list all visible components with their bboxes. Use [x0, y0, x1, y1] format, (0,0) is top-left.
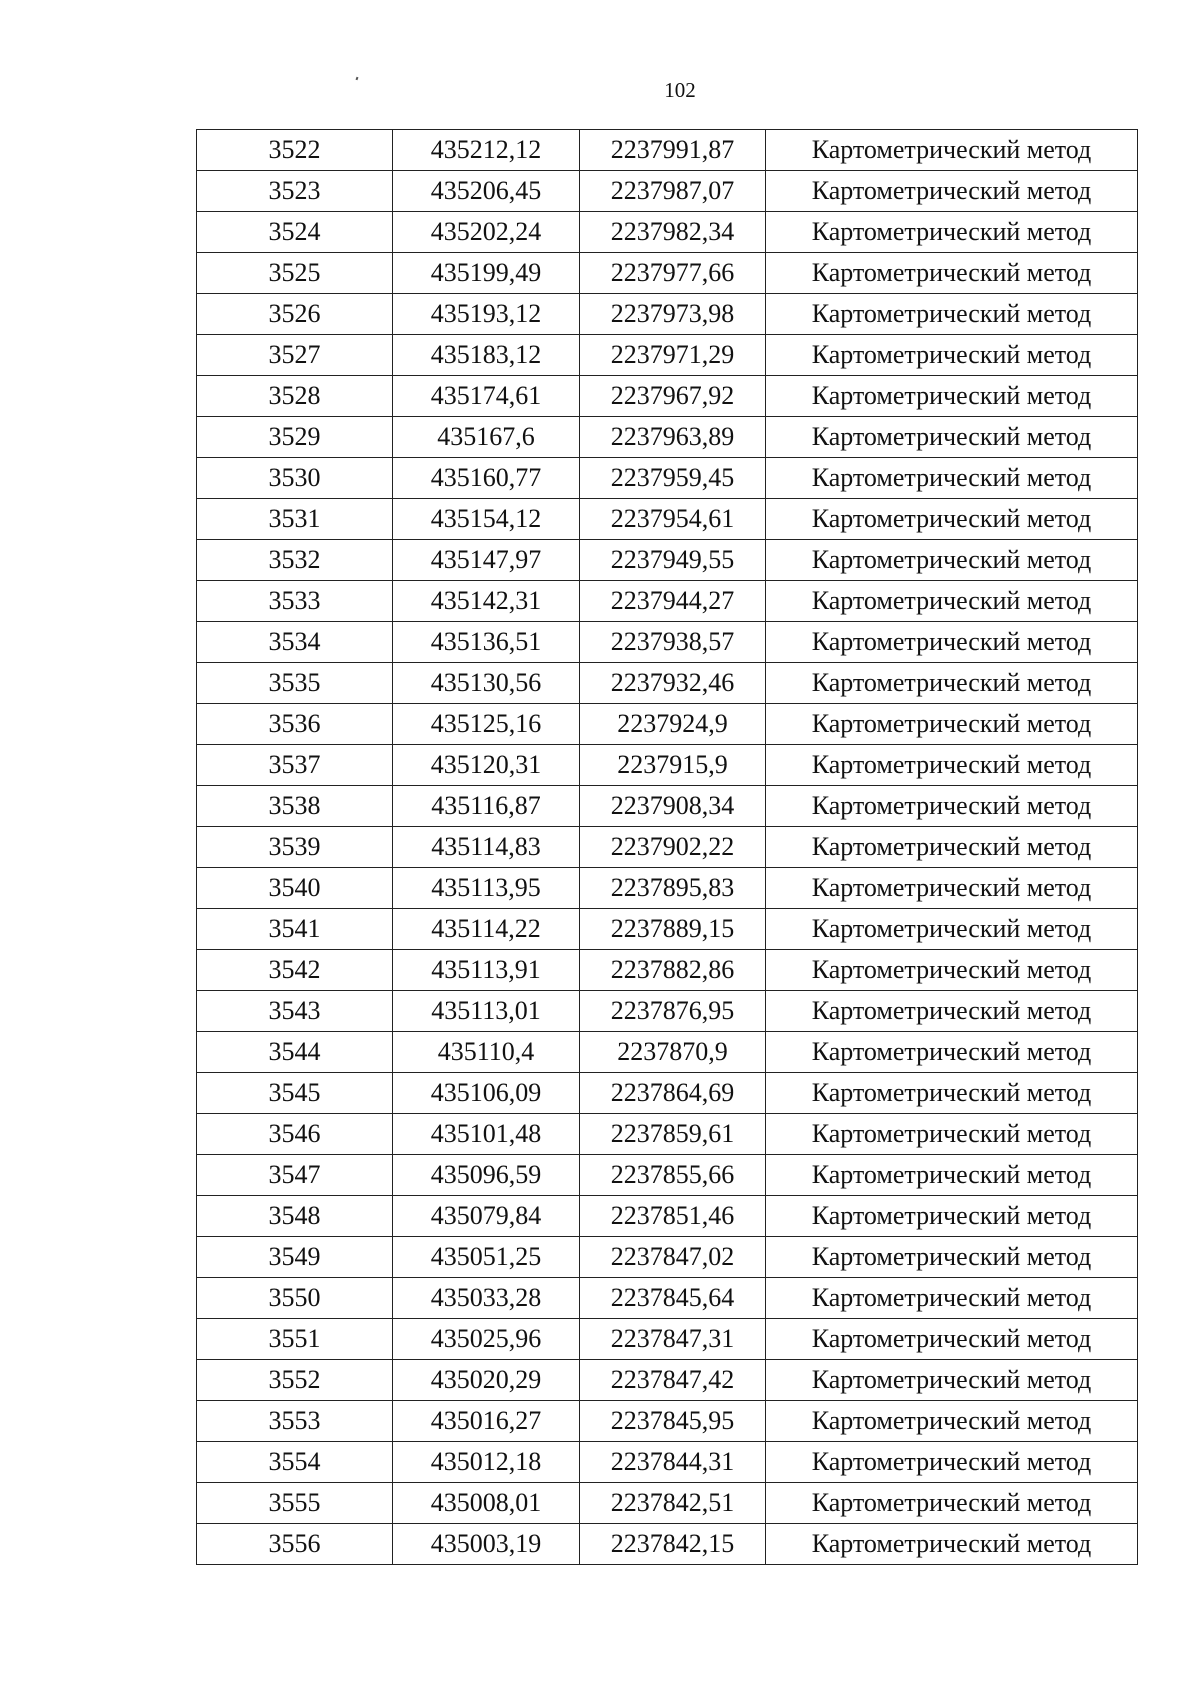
y-coordinate-cell: 2237902,22	[580, 827, 766, 868]
table-row	[197, 622, 1138, 663]
y-coordinate-cell: 2237915,9	[580, 745, 766, 786]
table-row	[197, 704, 1138, 745]
table-row	[197, 130, 1138, 171]
point-number-cell: 3553	[197, 1401, 393, 1442]
point-number-cell: 3543	[197, 991, 393, 1032]
point-number-cell: 3522	[197, 130, 393, 171]
y-coordinate-cell: 2237882,86	[580, 950, 766, 991]
x-coordinate-cell: 435113,01	[393, 991, 580, 1032]
y-coordinate-cell: 2237982,34	[580, 212, 766, 253]
x-coordinate-cell: 435212,12	[393, 130, 580, 171]
x-coordinate-cell: 435033,28	[393, 1278, 580, 1319]
x-coordinate-cell: 435101,48	[393, 1114, 580, 1155]
method-cell: Картометрический метод	[766, 991, 1138, 1032]
x-coordinate-cell: 435160,77	[393, 458, 580, 499]
x-coordinate-cell: 435116,87	[393, 786, 580, 827]
x-coordinate-cell: 435167,6	[393, 417, 580, 458]
x-coordinate-cell: 435020,29	[393, 1360, 580, 1401]
point-number-cell: 3523	[197, 171, 393, 212]
table-row	[197, 909, 1138, 950]
y-coordinate-cell: 2237876,95	[580, 991, 766, 1032]
method-cell: Картометрический метод	[766, 1360, 1138, 1401]
x-coordinate-cell: 435120,31	[393, 745, 580, 786]
y-coordinate-cell: 2237847,42	[580, 1360, 766, 1401]
point-number-cell: 3528	[197, 376, 393, 417]
x-coordinate-cell: 435206,45	[393, 171, 580, 212]
x-coordinate-cell: 435016,27	[393, 1401, 580, 1442]
x-coordinate-cell: 435142,31	[393, 581, 580, 622]
table-row	[197, 1524, 1138, 1565]
method-cell: Картометрический метод	[766, 581, 1138, 622]
x-coordinate-cell: 435114,22	[393, 909, 580, 950]
y-coordinate-cell: 2237987,07	[580, 171, 766, 212]
y-coordinate-cell: 2237967,92	[580, 376, 766, 417]
point-number-cell: 3524	[197, 212, 393, 253]
point-number-cell: 3537	[197, 745, 393, 786]
x-coordinate-cell: 435154,12	[393, 499, 580, 540]
method-cell: Картометрический метод	[766, 1319, 1138, 1360]
method-cell: Картометрический метод	[766, 171, 1138, 212]
y-coordinate-cell: 2237847,31	[580, 1319, 766, 1360]
x-coordinate-cell: 435025,96	[393, 1319, 580, 1360]
x-coordinate-cell: 435003,19	[393, 1524, 580, 1565]
point-number-cell: 3538	[197, 786, 393, 827]
point-number-cell: 3529	[197, 417, 393, 458]
y-coordinate-cell: 2237924,9	[580, 704, 766, 745]
point-number-cell: 3554	[197, 1442, 393, 1483]
y-coordinate-cell: 2237859,61	[580, 1114, 766, 1155]
x-coordinate-cell: 435125,16	[393, 704, 580, 745]
point-number-cell: 3541	[197, 909, 393, 950]
point-number-cell: 3542	[197, 950, 393, 991]
table-row	[197, 868, 1138, 909]
method-cell: Картометрический метод	[766, 212, 1138, 253]
x-coordinate-cell: 435079,84	[393, 1196, 580, 1237]
table-row	[197, 991, 1138, 1032]
x-coordinate-cell: 435008,01	[393, 1483, 580, 1524]
method-cell: Картометрический метод	[766, 335, 1138, 376]
table-row	[197, 745, 1138, 786]
point-number-cell: 3546	[197, 1114, 393, 1155]
y-coordinate-cell: 2237977,66	[580, 253, 766, 294]
table-row	[197, 1237, 1138, 1278]
method-cell: Картометрический метод	[766, 1442, 1138, 1483]
y-coordinate-cell: 2237963,89	[580, 417, 766, 458]
y-coordinate-cell: 2237844,31	[580, 1442, 766, 1483]
y-coordinate-cell: 2237973,98	[580, 294, 766, 335]
table-row	[197, 786, 1138, 827]
method-cell: Картометрический метод	[766, 950, 1138, 991]
table-row	[197, 212, 1138, 253]
x-coordinate-cell: 435113,91	[393, 950, 580, 991]
table-row	[197, 1401, 1138, 1442]
table-row	[197, 950, 1138, 991]
x-coordinate-cell: 435136,51	[393, 622, 580, 663]
method-cell: Картометрический метод	[766, 499, 1138, 540]
table-row	[197, 1032, 1138, 1073]
y-coordinate-cell: 2237954,61	[580, 499, 766, 540]
y-coordinate-cell: 2237864,69	[580, 1073, 766, 1114]
point-number-cell: 3526	[197, 294, 393, 335]
point-number-cell: 3540	[197, 868, 393, 909]
y-coordinate-cell: 2237949,55	[580, 540, 766, 581]
method-cell: Картометрический метод	[766, 540, 1138, 581]
method-cell: Картометрический метод	[766, 376, 1138, 417]
x-coordinate-cell: 435012,18	[393, 1442, 580, 1483]
method-cell: Картометрический метод	[766, 458, 1138, 499]
point-number-cell: 3527	[197, 335, 393, 376]
point-number-cell: 3545	[197, 1073, 393, 1114]
table-row	[197, 1483, 1138, 1524]
coordinates-table	[196, 129, 1138, 1565]
point-number-cell: 3556	[197, 1524, 393, 1565]
table-row	[197, 376, 1138, 417]
method-cell: Картометрический метод	[766, 622, 1138, 663]
y-coordinate-cell: 2237842,15	[580, 1524, 766, 1565]
y-coordinate-cell: 2237991,87	[580, 130, 766, 171]
point-number-cell: 3525	[197, 253, 393, 294]
point-number-cell: 3548	[197, 1196, 393, 1237]
method-cell: Картометрический метод	[766, 1401, 1138, 1442]
point-number-cell: 3551	[197, 1319, 393, 1360]
point-number-cell: 3531	[197, 499, 393, 540]
method-cell: Картометрический метод	[766, 868, 1138, 909]
table-row	[197, 663, 1138, 704]
x-coordinate-cell: 435114,83	[393, 827, 580, 868]
table-row	[197, 1319, 1138, 1360]
table-row	[197, 1196, 1138, 1237]
method-cell: Картометрический метод	[766, 253, 1138, 294]
y-coordinate-cell: 2237908,34	[580, 786, 766, 827]
table-row	[197, 335, 1138, 376]
method-cell: Картометрический метод	[766, 909, 1138, 950]
table-row	[197, 1073, 1138, 1114]
y-coordinate-cell: 2237932,46	[580, 663, 766, 704]
table-row	[197, 499, 1138, 540]
method-cell: Картометрический метод	[766, 417, 1138, 458]
method-cell: Картометрический метод	[766, 1483, 1138, 1524]
y-coordinate-cell: 2237959,45	[580, 458, 766, 499]
method-cell: Картометрический метод	[766, 1073, 1138, 1114]
y-coordinate-cell: 2237847,02	[580, 1237, 766, 1278]
y-coordinate-cell: 2237971,29	[580, 335, 766, 376]
x-coordinate-cell: 435147,97	[393, 540, 580, 581]
method-cell: Картометрический метод	[766, 786, 1138, 827]
method-cell: Картометрический метод	[766, 1032, 1138, 1073]
table-row	[197, 540, 1138, 581]
table-row	[197, 1442, 1138, 1483]
x-coordinate-cell: 435193,12	[393, 294, 580, 335]
method-cell: Картометрический метод	[766, 130, 1138, 171]
point-number-cell: 3539	[197, 827, 393, 868]
method-cell: Картометрический метод	[766, 1237, 1138, 1278]
y-coordinate-cell: 2237855,66	[580, 1155, 766, 1196]
point-number-cell: 3530	[197, 458, 393, 499]
table-row	[197, 171, 1138, 212]
table-row	[197, 294, 1138, 335]
coordinates-table-body	[197, 130, 1138, 1565]
method-cell: Картометрический метод	[766, 663, 1138, 704]
method-cell: Картометрический метод	[766, 1524, 1138, 1565]
x-coordinate-cell: 435106,09	[393, 1073, 580, 1114]
y-coordinate-cell: 2237895,83	[580, 868, 766, 909]
y-coordinate-cell: 2237845,64	[580, 1278, 766, 1319]
table-row	[197, 458, 1138, 499]
table-row	[197, 1278, 1138, 1319]
table-row	[197, 1155, 1138, 1196]
table-row	[197, 581, 1138, 622]
y-coordinate-cell: 2237889,15	[580, 909, 766, 950]
table-row	[197, 417, 1138, 458]
x-coordinate-cell: 435199,49	[393, 253, 580, 294]
point-number-cell: 3555	[197, 1483, 393, 1524]
page-number: 102	[664, 78, 696, 102]
y-coordinate-cell: 2237938,57	[580, 622, 766, 663]
y-coordinate-cell: 2237944,27	[580, 581, 766, 622]
point-number-cell: 3544	[197, 1032, 393, 1073]
method-cell: Картометрический метод	[766, 1196, 1138, 1237]
x-coordinate-cell: 435183,12	[393, 335, 580, 376]
point-number-cell: 3547	[197, 1155, 393, 1196]
method-cell: Картометрический метод	[766, 1155, 1138, 1196]
method-cell: Картометрический метод	[766, 745, 1138, 786]
x-coordinate-cell: 435130,56	[393, 663, 580, 704]
y-coordinate-cell: 2237842,51	[580, 1483, 766, 1524]
x-coordinate-cell: 435110,4	[393, 1032, 580, 1073]
y-coordinate-cell: 2237845,95	[580, 1401, 766, 1442]
point-number-cell: 3536	[197, 704, 393, 745]
method-cell: Картометрический метод	[766, 1114, 1138, 1155]
table-row	[197, 1360, 1138, 1401]
x-coordinate-cell: 435051,25	[393, 1237, 580, 1278]
y-coordinate-cell: 2237851,46	[580, 1196, 766, 1237]
method-cell: Картометрический метод	[766, 1278, 1138, 1319]
point-number-cell: 3534	[197, 622, 393, 663]
table-row	[197, 253, 1138, 294]
table-row	[197, 1114, 1138, 1155]
x-coordinate-cell: 435202,24	[393, 212, 580, 253]
y-coordinate-cell: 2237870,9	[580, 1032, 766, 1073]
x-coordinate-cell: 435113,95	[393, 868, 580, 909]
point-number-cell: 3532	[197, 540, 393, 581]
method-cell: Картометрический метод	[766, 294, 1138, 335]
x-coordinate-cell: 435174,61	[393, 376, 580, 417]
point-number-cell: 3533	[197, 581, 393, 622]
method-cell: Картометрический метод	[766, 827, 1138, 868]
point-number-cell: 3550	[197, 1278, 393, 1319]
x-coordinate-cell: 435096,59	[393, 1155, 580, 1196]
point-number-cell: 3549	[197, 1237, 393, 1278]
point-number-cell: 3535	[197, 663, 393, 704]
table-row	[197, 827, 1138, 868]
point-number-cell: 3552	[197, 1360, 393, 1401]
method-cell: Картометрический метод	[766, 704, 1138, 745]
